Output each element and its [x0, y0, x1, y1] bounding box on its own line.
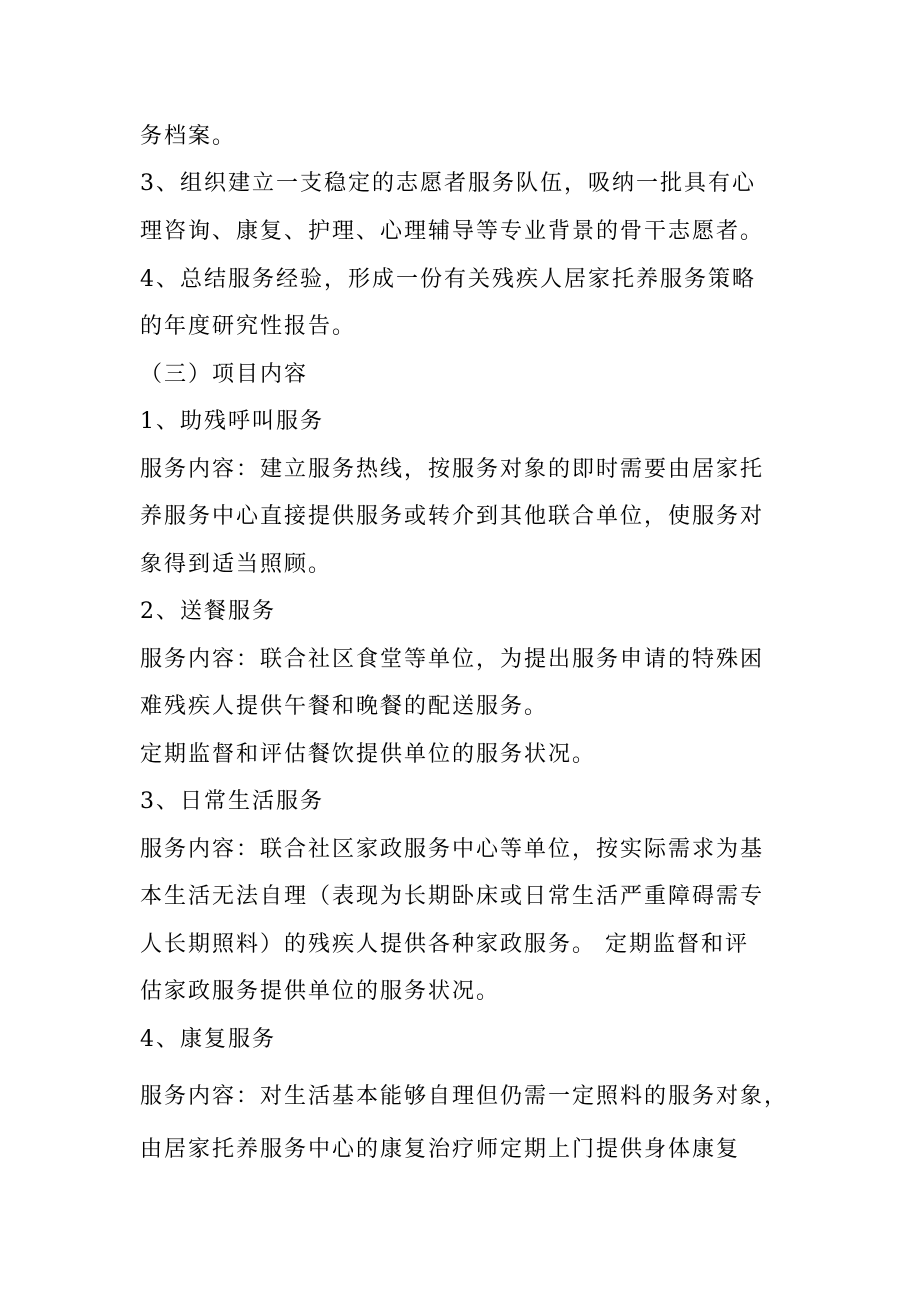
text-line: 由居家托养服务中心的康复治疗师定期上门提供身体康复 — [140, 1137, 741, 1162]
text-line: 估家政服务提供单位的服务状况。 — [140, 979, 501, 1004]
text-line: 象得到适当照顾。 — [140, 552, 333, 577]
text-line: 服务内容：对生活基本能够自理但仍需一定照料的服务对象， — [140, 1084, 789, 1109]
subheading-daily-life-service: 3、日常生活服务 — [140, 789, 324, 814]
text-line-continuation: 务档案。 — [140, 124, 237, 149]
text-line: 理咨询、康复、护理、心理辅导等专业背景的骨干志愿者。 — [140, 219, 765, 244]
text-line: 难残疾人提供午餐和晚餐的配送服务。 — [140, 694, 549, 719]
text-line-item-3: 3、组织建立一支稳定的志愿者服务队伍，吸纳一批具有心 — [140, 171, 756, 196]
subheading-call-service: 1、助残呼叫服务 — [140, 409, 324, 434]
text-line: 服务内容：建立服务热线，按服务对象的即时需要由居家托 — [140, 457, 765, 482]
subheading-meal-service: 2、送餐服务 — [140, 599, 276, 624]
text-line: 服务内容：联合社区食堂等单位，为提出服务申请的特殊困 — [140, 647, 765, 672]
text-line: 服务内容：联合社区家政服务中心等单位，按实际需求为基 — [140, 837, 765, 862]
text-line: 的年度研究性报告。 — [140, 314, 357, 339]
section-heading: （三）项目内容 — [140, 362, 309, 387]
text-line: 人长期照料）的残疾人提供各种家政服务。 定期监督和评 — [140, 932, 749, 957]
text-line: 养服务中心直接提供服务或转介到其他联合单位，使服务对 — [140, 504, 765, 529]
text-line-item-4: 4、总结服务经验，形成一份有关残疾人居家托养服务策略 — [140, 267, 756, 292]
text-line: 定期监督和评估餐饮提供单位的服务状况。 — [140, 742, 597, 767]
text-line: 本生活无法自理（表现为长期卧床或日常生活严重障碍需专 — [140, 884, 765, 909]
subheading-rehab-service: 4、康复服务 — [140, 1027, 276, 1052]
